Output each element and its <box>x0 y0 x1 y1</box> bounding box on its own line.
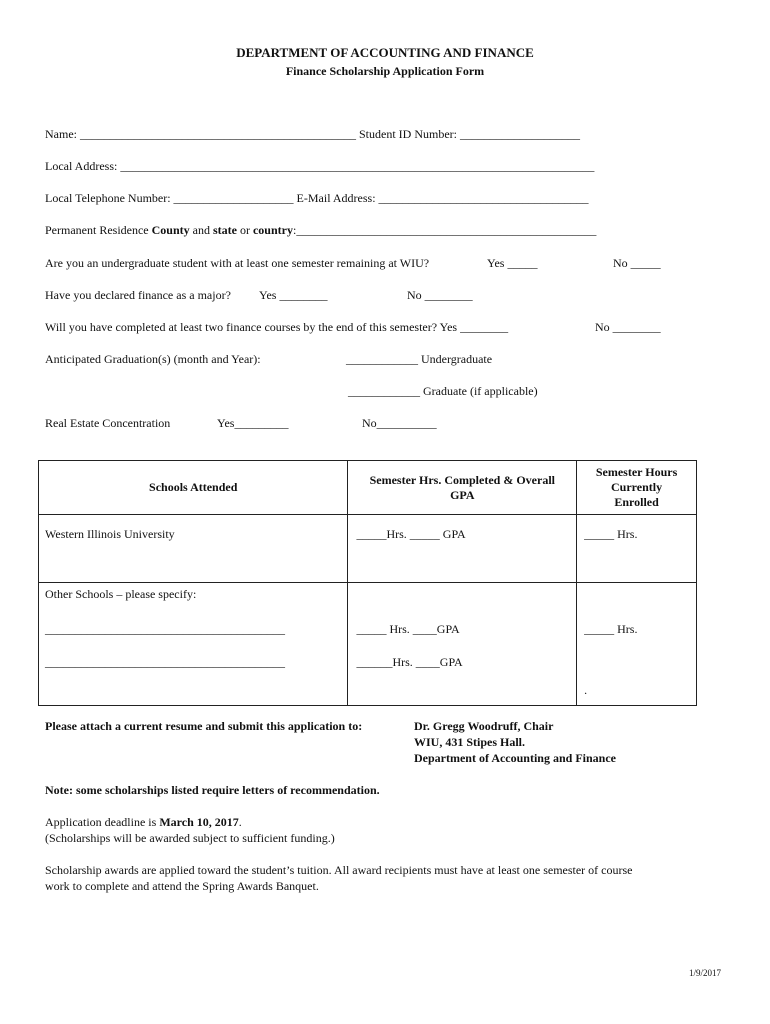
county-label: County <box>151 223 190 237</box>
country-label: country <box>252 223 293 237</box>
other-schools-cell[interactable] <box>39 583 348 706</box>
undergrad-question: Are you an undergraduate student with at least one semester remaining at WIU? <box>45 256 430 270</box>
major-no-field[interactable]: No ________ <box>407 288 473 302</box>
wiu-hrs-gpa-field[interactable]: _____Hrs. _____ GPA <box>356 527 466 541</box>
real-estate-no-field[interactable]: No__________ <box>362 416 437 430</box>
document-date: 1/9/2017 <box>689 968 722 978</box>
trailing-dot: . <box>584 683 588 697</box>
local-address-field[interactable]: Local Address: _______________________________________________________________________________ <box>45 159 595 173</box>
table-row <box>39 515 697 583</box>
table-header-row <box>39 461 697 515</box>
major-yes-field[interactable]: Yes ________ <box>259 288 328 302</box>
schools-attended-header: Schools Attended <box>39 461 348 515</box>
and-text: and <box>189 223 213 237</box>
attach-instructions: Please attach a current resume and submit this application to: <box>45 719 363 733</box>
undergrad-no-field[interactable]: No _____ <box>613 256 661 270</box>
permanent-residence-label: Permanent Residence <box>45 223 152 237</box>
telephone-email-field[interactable]: Local Telephone Number: ____________________ E-Mail Address: ___________________________________ <box>45 191 589 205</box>
page-title: DEPARTMENT OF ACCOUNTING AND FINANCE <box>236 45 534 60</box>
schools-table <box>38 460 697 706</box>
state-label: state <box>212 223 237 237</box>
permanent-residence-field[interactable] <box>45 223 596 238</box>
graduation-grad-field[interactable]: ____________ Graduate (if applicable) <box>348 384 538 398</box>
graduation-label: Anticipated Graduation(s) (month and Year): <box>45 352 261 366</box>
wiu-current-hrs-field[interactable]: _____ Hrs. <box>584 527 638 541</box>
submit-address-line-3: Department of Accounting and Finance <box>414 751 616 765</box>
deadline-date: March 10, 2017 <box>159 815 239 829</box>
awards-text-line-2: work to complete and attend the Spring Awards Banquet. <box>45 879 319 893</box>
other-hrs-gpa-field-2[interactable]: ______Hrs. ____GPA <box>356 655 463 669</box>
name-field[interactable]: Name: ______________________________________________ Student ID Number: ____________________ <box>45 127 580 141</box>
other-current-hrs-field[interactable]: _____ Hrs. <box>584 622 638 636</box>
other-schools-label: Other Schools – please specify: <box>45 587 197 601</box>
wiu-hrs-gpa-cell[interactable] <box>348 515 577 583</box>
submit-address-line-1: Dr. Gregg Woodruff, Chair <box>414 719 554 733</box>
major-question: Have you declared finance as a major? <box>45 288 231 302</box>
other-hrs-gpa-field-1[interactable]: _____ Hrs. ____GPA <box>356 622 460 636</box>
funding-note: (Scholarships will be awarded subject to sufficient funding.) <box>45 831 335 845</box>
current-hours-header: Semester Hours Currently Enrolled <box>577 461 697 515</box>
recommendation-note: Note: some scholarships listed require letters of recommendation. <box>45 783 380 797</box>
real-estate-label: Real Estate Concentration <box>45 416 171 430</box>
table-row <box>39 583 697 706</box>
other-hrs-gpa-cell[interactable] <box>348 583 577 706</box>
wiu-school-name: Western Illinois University <box>45 527 175 541</box>
hrs-gpa-header: Semester Hrs. Completed & Overall GPA <box>348 461 577 515</box>
deadline-text: Application deadline is March 10, 2017. <box>45 815 242 829</box>
permanent-residence-blank[interactable]: :__________________________________________________ <box>292 223 597 237</box>
courses-question[interactable]: Will you have completed at least two finance courses by the end of this semester? Yes ________ <box>45 320 509 334</box>
form-subtitle: Finance Scholarship Application Form <box>285 64 485 78</box>
submit-address-line-2: WIU, 431 Stipes Hall. <box>414 735 526 749</box>
or-text: or <box>236 223 253 237</box>
other-current-cell[interactable] <box>577 583 697 706</box>
awards-text-line-1: Scholarship awards are applied toward the student’s tuition. All award recipients must have at least one semester of course <box>45 863 633 877</box>
wiu-school-cell <box>39 515 348 583</box>
other-school-line-1[interactable]: ________________________________________ <box>45 622 285 636</box>
courses-no-field[interactable]: No ________ <box>595 320 661 334</box>
other-school-line-2[interactable]: ________________________________________ <box>45 655 285 669</box>
graduation-undergrad-field[interactable]: ____________ Undergraduate <box>346 352 493 366</box>
real-estate-yes-field[interactable]: Yes_________ <box>217 416 289 430</box>
wiu-current-cell[interactable] <box>577 515 697 583</box>
undergrad-yes-field[interactable]: Yes _____ <box>487 256 538 270</box>
